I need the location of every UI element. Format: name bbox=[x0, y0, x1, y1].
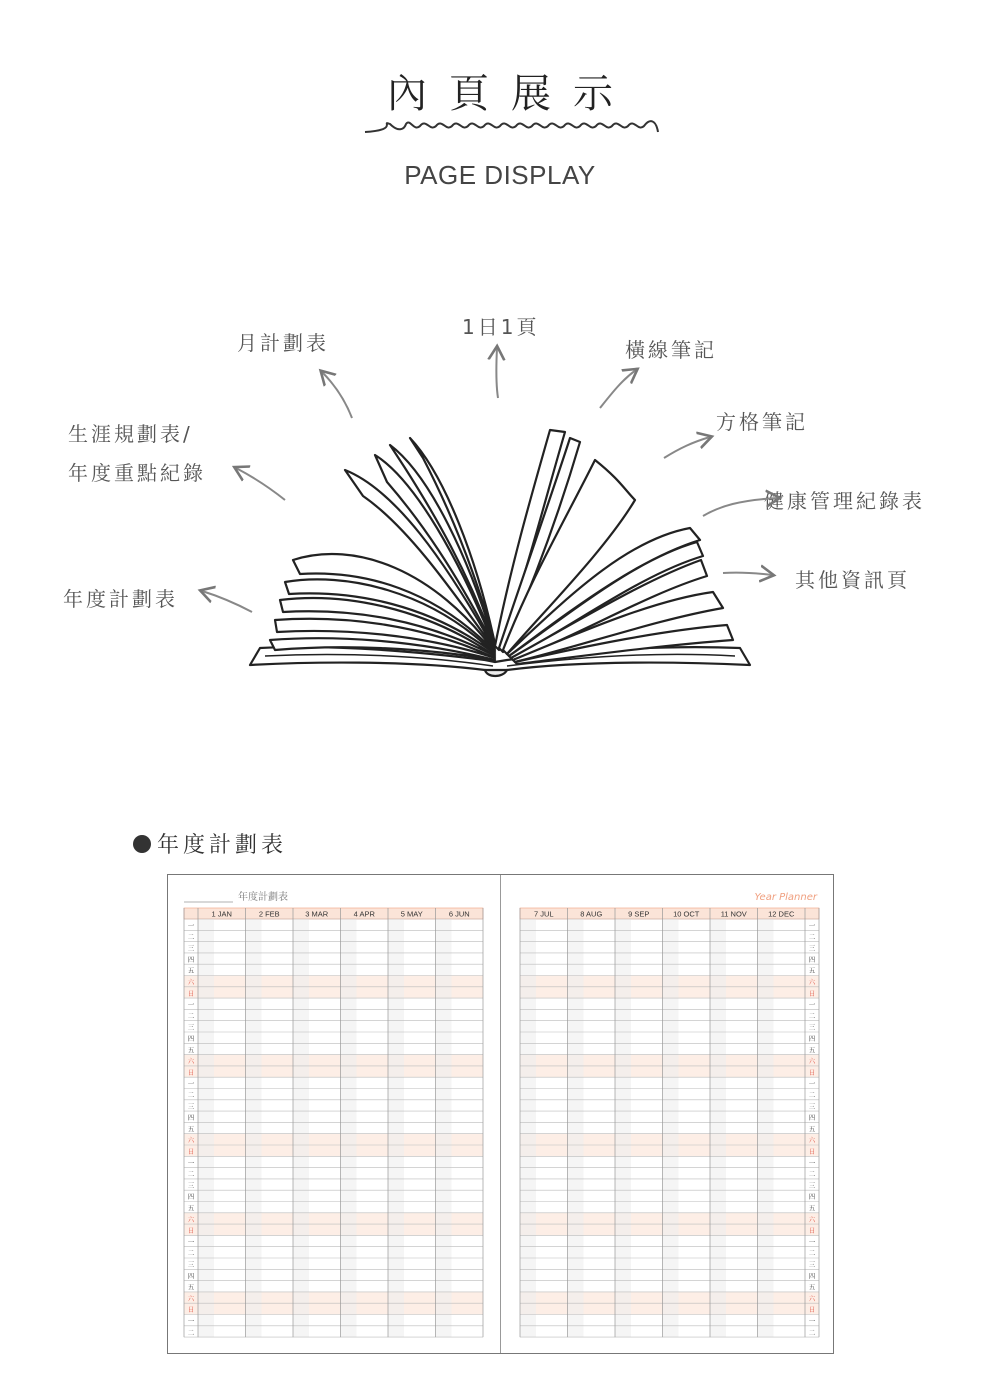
weekday-label: 一 bbox=[187, 1000, 195, 1009]
month-stripe bbox=[246, 919, 262, 1337]
month-stripe bbox=[710, 919, 726, 1337]
weekday-label: 二 bbox=[187, 1011, 195, 1020]
weekday-label: 六 bbox=[808, 1057, 816, 1066]
arrow-icon bbox=[600, 370, 636, 408]
arrow-icon bbox=[496, 348, 498, 398]
weekday-label: 二 bbox=[808, 1170, 816, 1179]
weekday-label: 四 bbox=[187, 1113, 195, 1122]
month-stripe bbox=[436, 919, 452, 1337]
label-other: 其他資訊頁 bbox=[795, 568, 910, 592]
weekday-label: 一 bbox=[808, 1237, 816, 1246]
planner-title: 年度計劃表 bbox=[238, 892, 288, 903]
month-label: 5 MAY bbox=[400, 909, 423, 919]
weekday-label: 一 bbox=[187, 1079, 195, 1088]
weekday-label: 三 bbox=[187, 1102, 195, 1111]
weekday-label: 四 bbox=[808, 1034, 816, 1043]
month-label: 11 NOV bbox=[720, 909, 747, 919]
month-label: 12 DEC bbox=[768, 909, 795, 919]
weekday-label: 二 bbox=[187, 932, 195, 941]
weekday-label: 五 bbox=[187, 1204, 195, 1212]
month-stripe bbox=[388, 919, 404, 1337]
weekday-label: 六 bbox=[187, 1215, 195, 1224]
month-stripe bbox=[568, 919, 584, 1337]
weekday-label: 五 bbox=[808, 1204, 816, 1212]
month-label: 4 APR bbox=[353, 909, 375, 919]
month-stripe bbox=[341, 919, 357, 1337]
month-label: 3 MAR bbox=[305, 909, 329, 919]
label-grid: 方格筆記 bbox=[716, 410, 808, 434]
month-label: 7 JUL bbox=[533, 909, 554, 919]
weekday-label: 五 bbox=[187, 966, 195, 975]
weekday-label: 二 bbox=[187, 1170, 195, 1179]
weekday-label: 六 bbox=[187, 1294, 195, 1303]
weekday-label: 日 bbox=[808, 989, 816, 998]
label-daily: 1日1頁 bbox=[462, 315, 540, 339]
month-label: 1 JAN bbox=[211, 909, 232, 919]
weekday-label: 三 bbox=[808, 1023, 816, 1032]
weekday-label: 二 bbox=[808, 1091, 816, 1099]
weekday-label: 五 bbox=[808, 1045, 816, 1054]
weekday-label: 二 bbox=[187, 1328, 195, 1337]
weekday-label: 日 bbox=[187, 1147, 195, 1156]
month-stripe bbox=[293, 919, 309, 1337]
label-yearly: 年度計劃表 bbox=[63, 587, 178, 611]
weekday-label: 日 bbox=[808, 1068, 816, 1077]
weekday-label: 二 bbox=[187, 1249, 195, 1258]
weekday-label: 四 bbox=[187, 1271, 195, 1280]
weekday-label: 五 bbox=[187, 1045, 195, 1054]
weekday-label: 六 bbox=[808, 1136, 816, 1145]
page-title: 內頁展示 bbox=[387, 71, 635, 117]
weekday-label: 四 bbox=[187, 1192, 195, 1201]
year-planner-grid bbox=[168, 875, 833, 1353]
weekday-label: 三 bbox=[808, 1181, 816, 1190]
weekday-label: 四 bbox=[808, 955, 816, 964]
weekday-label: 三 bbox=[808, 1260, 816, 1269]
weekday-label: 二 bbox=[808, 1011, 816, 1020]
weekday-label: 二 bbox=[808, 932, 816, 941]
planner-title: Year Planner bbox=[754, 892, 817, 903]
month-stripe bbox=[615, 919, 631, 1337]
year-planner-spread bbox=[167, 874, 834, 1354]
weekday-label: 一 bbox=[187, 1237, 195, 1246]
month-label: 2 FEB bbox=[258, 909, 280, 919]
weekday-label: 一 bbox=[808, 1317, 816, 1325]
weekday-label: 一 bbox=[808, 921, 816, 930]
weekday-label: 六 bbox=[808, 1294, 816, 1303]
weekday-label: 四 bbox=[187, 1034, 195, 1043]
weekday-label: 二 bbox=[187, 1091, 195, 1099]
month-label: 9 SEP bbox=[628, 909, 650, 919]
weekday-label: 六 bbox=[187, 1057, 195, 1066]
weekday-label: 一 bbox=[808, 1079, 816, 1088]
month-label: 10 OCT bbox=[673, 909, 700, 919]
label-health: 健康管理紀錄表 bbox=[764, 489, 925, 513]
weekday-label: 日 bbox=[187, 1068, 195, 1077]
weekday-label: 一 bbox=[808, 1000, 816, 1009]
weekday-label: 日 bbox=[808, 1305, 816, 1314]
month-stripe bbox=[198, 919, 214, 1337]
weekday-label: 日 bbox=[187, 1305, 195, 1314]
weekday-label: 五 bbox=[187, 1124, 195, 1133]
weekday-label: 日 bbox=[187, 1226, 195, 1235]
weekday-label: 五 bbox=[808, 966, 816, 975]
weekday-label: 一 bbox=[187, 1317, 195, 1325]
weekday-label: 三 bbox=[187, 1260, 195, 1269]
weekday-label: 六 bbox=[808, 1215, 816, 1224]
weekday-label: 一 bbox=[808, 1158, 816, 1167]
weekday-label: 二 bbox=[808, 1249, 816, 1258]
weekday-label: 二 bbox=[808, 1328, 816, 1337]
weekday-label: 三 bbox=[808, 1102, 816, 1111]
open-book-illustration bbox=[245, 420, 755, 685]
weekday-label: 三 bbox=[187, 1181, 195, 1190]
label-monthly: 月計劃表 bbox=[237, 331, 329, 355]
arrow-icon bbox=[322, 372, 352, 418]
weekday-label: 五 bbox=[187, 1283, 195, 1292]
weekday-label: 一 bbox=[187, 921, 195, 930]
weekday-label: 三 bbox=[187, 944, 195, 953]
month-stripe bbox=[663, 919, 679, 1337]
month-stripe bbox=[520, 919, 536, 1337]
month-stripe bbox=[758, 919, 774, 1337]
weekday-label: 四 bbox=[808, 1113, 816, 1122]
weekday-label: 三 bbox=[808, 944, 816, 953]
weekday-label: 六 bbox=[808, 978, 816, 986]
weekday-label: 四 bbox=[808, 1271, 816, 1280]
page-subtitle: PAGE DISPLAY bbox=[404, 160, 596, 190]
label-annual-record: 年度重點紀錄 bbox=[68, 461, 206, 485]
label-lined: 橫線筆記 bbox=[625, 338, 717, 362]
weekday-label: 日 bbox=[808, 1147, 816, 1156]
weekday-label: 日 bbox=[187, 989, 195, 998]
section-heading bbox=[133, 828, 287, 859]
section-heading-text: 年度計劃表 bbox=[157, 833, 288, 858]
month-label: 6 JUN bbox=[448, 909, 470, 919]
weekday-label: 六 bbox=[187, 1136, 195, 1145]
label-life-plan: 生涯規劃表/ bbox=[68, 422, 193, 446]
weekday-label: 四 bbox=[808, 1192, 816, 1201]
weekday-label: 三 bbox=[187, 1023, 195, 1032]
weekday-label: 五 bbox=[808, 1124, 816, 1133]
weekday-label: 四 bbox=[187, 955, 195, 964]
weekday-label: 六 bbox=[187, 978, 195, 986]
weekday-label: 一 bbox=[187, 1158, 195, 1167]
bullet-icon bbox=[133, 835, 151, 853]
weekday-label: 五 bbox=[808, 1283, 816, 1292]
weekday-label: 日 bbox=[808, 1226, 816, 1235]
month-label: 8 AUG bbox=[580, 909, 603, 919]
